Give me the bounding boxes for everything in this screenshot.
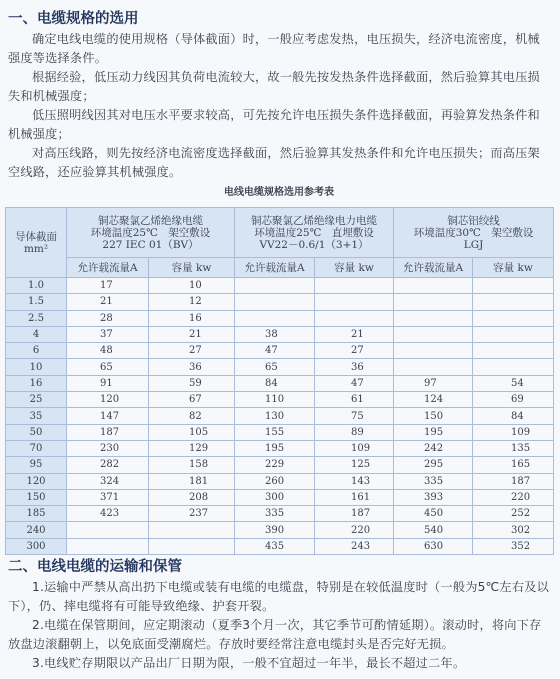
cell-vv22-current: 130 — [235, 408, 315, 424]
cell-lgj-capacity — [473, 359, 554, 375]
group-vv22-line-1: 铜芯聚氯乙烯绝缘电力电缆 — [251, 214, 378, 227]
cell-size: 35 — [6, 408, 67, 424]
cell-lgj-current — [394, 278, 473, 294]
cell-vv22-current: 195 — [235, 440, 315, 456]
cell-size: 300 — [6, 538, 67, 554]
size-header-unit: mm² — [23, 242, 49, 255]
cell-lgj-capacity — [473, 326, 554, 342]
cell-bv-current: 37 — [67, 326, 149, 342]
cell-vv22-current: 229 — [235, 457, 315, 473]
cell-vv22-capacity: 61 — [315, 392, 394, 408]
cell-lgj-current: 540 — [394, 522, 473, 538]
table-row — [6, 408, 554, 424]
cell-vv22-capacity: 109 — [315, 440, 394, 456]
cell-lgj-current: 630 — [394, 538, 473, 554]
cell-size: 185 — [6, 506, 67, 522]
cell-vv22-current: 155 — [235, 424, 315, 440]
table-row — [6, 310, 554, 326]
cell-vv22-current: 435 — [235, 538, 315, 554]
group-lgj-line-3: LGJ — [463, 238, 484, 251]
section2 — [8, 556, 550, 673]
table-row — [6, 278, 554, 294]
group-bv-line-3: 227 IEC 01（BV） — [102, 238, 199, 251]
cell-size: 150 — [6, 489, 67, 505]
cell-vv22-capacity: 143 — [315, 473, 394, 489]
cell-size: 240 — [6, 522, 67, 538]
cell-vv22-current: 335 — [235, 506, 315, 522]
cell-bv-capacity: 82 — [149, 408, 235, 424]
section2-paragraph-2: 2.电缆在保管期间，应定期滚动（夏季3个月一次，其它季节可酌情延期）。滚动时，将向下存放盘边滚翻朝上，以免底面受潮腐烂。存放时要经常注意电缆封头是否完好无损。 — [8, 618, 542, 651]
cell-bv-capacity: 36 — [149, 359, 235, 375]
cell-vv22-current: 300 — [235, 489, 315, 505]
cell-vv22-current: 260 — [235, 473, 315, 489]
cell-lgj-capacity: 187 — [473, 473, 554, 489]
cell-vv22-current — [235, 294, 315, 310]
cell-size: 4 — [6, 326, 67, 342]
cell-bv-capacity — [149, 522, 235, 538]
cell-bv-current: 371 — [67, 489, 149, 505]
cell-vv22-capacity — [315, 310, 394, 326]
table-row — [6, 522, 554, 538]
cell-bv-current: 28 — [67, 310, 149, 326]
group-vv22-line-2: 环境温度25℃ 直埋敷设 — [254, 226, 374, 239]
table-row — [6, 457, 554, 473]
cell-size: 2.5 — [6, 310, 67, 326]
cell-size: 70 — [6, 440, 67, 456]
subheader-vv22-capacity: 容量 kw — [315, 258, 394, 278]
cell-lgj-current — [394, 294, 473, 310]
cell-bv-current: 91 — [67, 375, 149, 391]
section2-paragraph-1: 1.运输中严禁从高出扔下电缆或装有电缆的电缆盘，特别是在较低温度时（一般为5℃左右及以下），仍、摔电缆将有可能导致绝缘、护套开裂。 — [8, 580, 549, 613]
section2-heading: 二、电线电缆的运输和保管 — [8, 559, 182, 575]
group-lgj-line-1: 铜芯铝绞线 — [447, 214, 500, 227]
cell-size: 16 — [6, 375, 67, 391]
section1-paragraph-3: 低压照明线因其对电压水平要求较高，可先按允许电压损失条件选择截面，再验算发热条件和机械强度； — [8, 108, 540, 141]
cell-lgj-capacity — [473, 343, 554, 359]
group-header-vv22 — [235, 208, 394, 258]
cell-vv22-capacity: 21 — [315, 326, 394, 342]
table-row — [6, 489, 554, 505]
cell-bv-capacity: 12 — [149, 294, 235, 310]
cell-bv-capacity: 129 — [149, 440, 235, 456]
cell-size: 25 — [6, 392, 67, 408]
cell-vv22-capacity — [315, 294, 394, 310]
cell-bv-current: 423 — [67, 506, 149, 522]
cell-vv22-current: 84 — [235, 375, 315, 391]
cell-lgj-current: 450 — [394, 506, 473, 522]
cell-size: 120 — [6, 473, 67, 489]
cell-vv22-current — [235, 278, 315, 294]
cell-vv22-capacity: 47 — [315, 375, 394, 391]
cell-vv22-capacity: 36 — [315, 359, 394, 375]
cell-bv-current: 48 — [67, 343, 149, 359]
cell-bv-current: 120 — [67, 392, 149, 408]
cell-lgj-capacity: 135 — [473, 440, 554, 456]
cell-vv22-current — [235, 310, 315, 326]
cell-size: 50 — [6, 424, 67, 440]
cell-vv22-current: 47 — [235, 343, 315, 359]
cell-vv22-current: 38 — [235, 326, 315, 342]
cell-bv-current — [67, 538, 149, 554]
subheader-bv-current: 允许载流量A — [67, 258, 149, 278]
cell-lgj-capacity — [473, 278, 554, 294]
table-row — [6, 424, 554, 440]
cell-lgj-current: 195 — [394, 424, 473, 440]
cell-bv-capacity: 181 — [149, 473, 235, 489]
section2-paragraph-3: 3.电线贮存期限以产品出厂日期为限，一般不宜超过一年半，最长不超过二年。 — [32, 656, 466, 670]
cell-lgj-current: 335 — [394, 473, 473, 489]
cell-bv-current — [67, 522, 149, 538]
cell-bv-capacity: 105 — [149, 424, 235, 440]
cell-lgj-current: 124 — [394, 392, 473, 408]
cell-bv-current: 187 — [67, 424, 149, 440]
cell-bv-capacity — [149, 538, 235, 554]
cell-vv22-capacity — [315, 278, 394, 294]
cell-vv22-capacity: 161 — [315, 489, 394, 505]
size-header-label: 导体截面 — [15, 230, 57, 243]
table-row — [6, 359, 554, 375]
cell-lgj-current — [394, 310, 473, 326]
cell-size: 95 — [6, 457, 67, 473]
group-bv-line-2: 环境温度25℃ 架空敷设 — [90, 226, 211, 239]
cell-lgj-capacity: 302 — [473, 522, 554, 538]
cell-vv22-capacity: 243 — [315, 538, 394, 554]
cell-vv22-current: 390 — [235, 522, 315, 538]
cell-vv22-capacity: 220 — [315, 522, 394, 538]
cell-lgj-capacity: 220 — [473, 489, 554, 505]
table-row — [6, 538, 554, 554]
subheader-lgj-current: 允许载流量A — [394, 258, 473, 278]
cell-size: 1.5 — [6, 294, 67, 310]
section1-paragraph-2: 根据经验，低压动力线因其负荷电流较大，故一般先按发热条件选择截面，然后验算其电压损失和机械强度； — [8, 70, 540, 103]
cell-lgj-current: 150 — [394, 408, 473, 424]
cell-bv-capacity: 59 — [149, 375, 235, 391]
cell-vv22-current: 110 — [235, 392, 315, 408]
cell-lgj-current: 393 — [394, 489, 473, 505]
cell-bv-capacity: 16 — [149, 310, 235, 326]
cell-bv-current: 147 — [67, 408, 149, 424]
cell-vv22-capacity: 187 — [315, 506, 394, 522]
cell-bv-current: 17 — [67, 278, 149, 294]
cell-vv22-capacity: 125 — [315, 457, 394, 473]
cell-bv-current: 21 — [67, 294, 149, 310]
cell-bv-capacity: 208 — [149, 489, 235, 505]
cell-bv-capacity: 237 — [149, 506, 235, 522]
cell-bv-capacity: 158 — [149, 457, 235, 473]
subheader-lgj-capacity: 容量 kw — [473, 258, 554, 278]
table-title: 电线电缆规格选用参考表 — [224, 187, 334, 198]
cell-bv-current: 230 — [67, 440, 149, 456]
cell-lgj-current: 295 — [394, 457, 473, 473]
subheader-vv22-current: 允许载流量A — [235, 258, 315, 278]
cell-lgj-current: 242 — [394, 440, 473, 456]
cell-bv-current: 282 — [67, 457, 149, 473]
table-row — [6, 294, 554, 310]
subheader-bv-capacity: 容量 kw — [149, 258, 235, 278]
table-row — [6, 473, 554, 489]
cell-vv22-capacity: 27 — [315, 343, 394, 359]
cell-lgj-capacity: 252 — [473, 506, 554, 522]
size-header — [6, 208, 67, 278]
table-row — [6, 440, 554, 456]
cell-lgj-capacity: 84 — [473, 408, 554, 424]
section1-paragraph-4: 对高压线路，则先按经济电流密度选择截面，然后验算其发热条件和允许电压损失；而高压架空线路，还应验算其机械强度。 — [8, 146, 540, 179]
cell-lgj-current — [394, 359, 473, 375]
cell-bv-current: 65 — [67, 359, 149, 375]
group-vv22-line-3: VV22－0.6/1（3+1） — [259, 238, 369, 251]
section1-paragraph-1: 确定电线电缆的使用规格（导体截面）时，一般应考虑发热，电压损失，经济电流密度，机械强度等选择条件。 — [8, 32, 540, 65]
cell-lgj-current — [394, 326, 473, 342]
cell-bv-capacity: 10 — [149, 278, 235, 294]
table-row — [6, 375, 554, 391]
cell-bv-current: 324 — [67, 473, 149, 489]
cell-lgj-capacity: 109 — [473, 424, 554, 440]
cell-lgj-capacity — [473, 310, 554, 326]
cell-bv-capacity: 67 — [149, 392, 235, 408]
cell-bv-capacity: 21 — [149, 326, 235, 342]
cell-lgj-current — [394, 343, 473, 359]
cell-vv22-capacity: 89 — [315, 424, 394, 440]
cell-lgj-capacity: 54 — [473, 375, 554, 391]
cell-vv22-current: 65 — [235, 359, 315, 375]
cell-lgj-capacity: 165 — [473, 457, 554, 473]
cell-lgj-capacity: 69 — [473, 392, 554, 408]
group-lgj-line-2: 环境温度30℃ 架空敷设 — [413, 226, 534, 239]
cell-lgj-capacity — [473, 294, 554, 310]
cell-size: 1.0 — [6, 278, 67, 294]
table-row — [6, 506, 554, 522]
group-header-lgj — [394, 208, 554, 258]
table-row — [6, 392, 554, 408]
cell-lgj-capacity: 352 — [473, 538, 554, 554]
cell-bv-capacity: 27 — [149, 343, 235, 359]
cable-spec-table — [5, 207, 554, 555]
table-body — [6, 278, 554, 555]
cell-vv22-capacity: 75 — [315, 408, 394, 424]
table-row — [6, 343, 554, 359]
group-bv-line-1: 铜芯聚氯乙烯绝缘电缆 — [98, 214, 203, 227]
cell-lgj-current: 97 — [394, 375, 473, 391]
cell-size: 10 — [6, 359, 67, 375]
cell-size: 6 — [6, 343, 67, 359]
table-row — [6, 326, 554, 342]
section1-heading: 一、电缆规格的选用 — [8, 11, 139, 27]
group-header-bv — [67, 208, 235, 258]
